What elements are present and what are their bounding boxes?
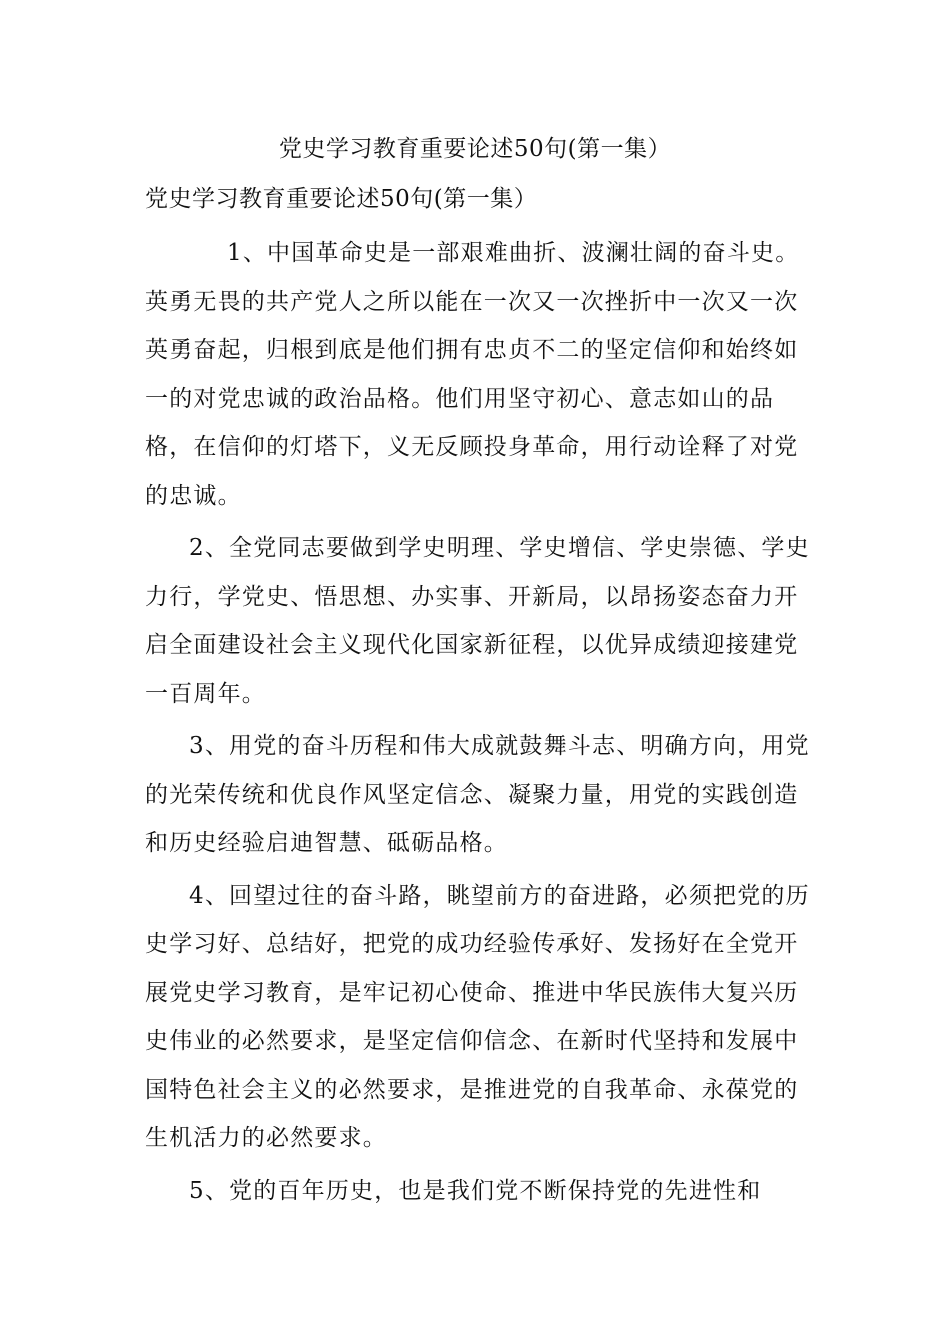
paragraph-2: 2、全党同志要做到学史明理、学史增信、学史崇德、学史力行，学党史、悟思想、办实事、开新局，以昂扬姿态奋力开启全面建设社会主义现代化国家新征程，以优异成绩迎接建党一百周年。: [145, 535, 810, 707]
document-body: [145, 229, 815, 1215]
paragraph-5: 5、党的百年历史，也是我们党不断保持党的先进性和: [189, 1177, 762, 1204]
document-title: 党史学习教育重要论述50句(第一集）: [278, 136, 672, 162]
document-subtitle: 党史学习教育重要论述50句(第一集）: [145, 186, 538, 212]
paragraph-4: 4、回望过往的奋斗路，眺望前方的奋进路，必须把党的历史学习好、总结好，把党的成功经验传承好、发扬好在全党开展党史学习教育，是牢记初心使命、推进中华民族伟大复兴历史伟业的必然要求，是坚定信仰信念、在新时代坚持和发展中国特色社会主义的必然要求，是推进党的自我革命、永葆党的生机活力的必然要求。: [145, 882, 810, 1151]
paragraph-3: 3、用党的奋斗历程和伟大成就鼓舞斗志、明确方向，用党的光荣传统和优良作风坚定信念、凝聚力量，用党的实践创造和历史经验启迪智慧、砥砺品格。: [145, 733, 810, 856]
paragraph-1: 1、中国革命史是一部艰难曲折、波澜壮阔的奋斗史。英勇无畏的共产党人之所以能在一次又一次挫折中一次又一次英勇奋起，归根到底是他们拥有忠贞不二的坚定信仰和始终如一的对党忠诚的政治品格。他们用坚守初心、意志如山的品格，在信仰的灯塔下，义无反顾投身革命，用行动诠释了对党的忠诚。: [145, 240, 800, 509]
